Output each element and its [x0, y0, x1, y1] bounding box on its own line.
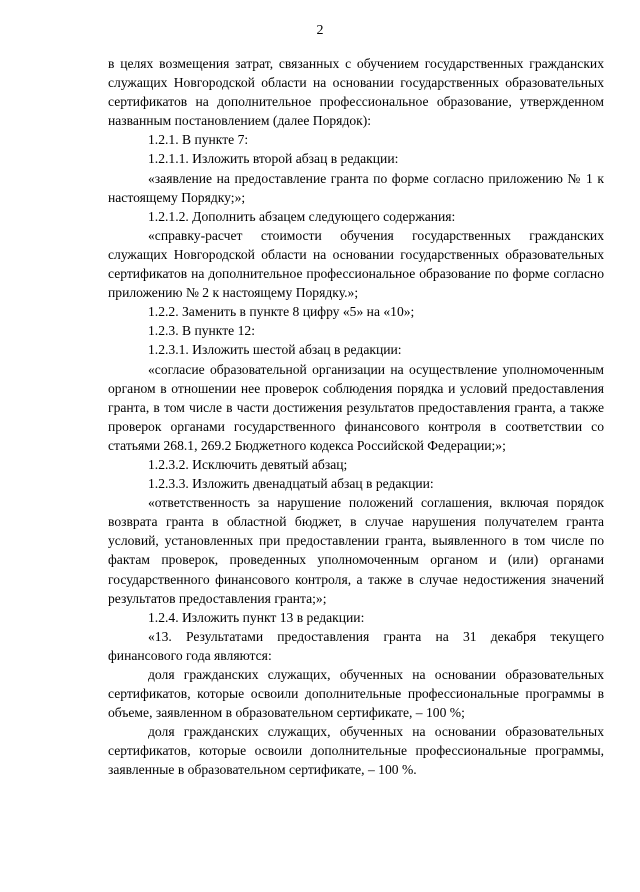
- paragraph-quote-calculation: «справку-расчет стоимости обучения государственных гражданских служащих Новгородской области на основании государственных образовательных сертификатов на дополнительное профессиональное образование по форме согласно приложению № 2 к настоящему Порядку.»;: [108, 227, 604, 301]
- paragraph-1-2-3-2: 1.2.3.2. Исключить девятый абзац;: [148, 456, 348, 472]
- paragraph-1-2-4: 1.2.4. Изложить пункт 13 в редакции:: [148, 609, 365, 625]
- paragraph-1-2-1-2: 1.2.1.2. Дополнить абзацем следующего содержания:: [148, 208, 456, 224]
- paragraph-share-programs: доля гражданских служащих, обученных на основании образовательных сертификатов, которые освоили дополнительные профессиональные программы, заявленные в образовательном сертификате, – 100 %.: [108, 724, 604, 778]
- paragraph-1-2-3-1: 1.2.3.1. Изложить шестой абзац в редакции:: [148, 342, 402, 358]
- paragraph-quote-responsibility: «ответственность за нарушение положений соглашения, включая порядок возврата гранта в областной бюджет, в случае нарушения получателем гранта условий, установленных при предоставлении гранта, выявленного в том числе по фактам проверок, проведенных уполномоченным органом и (или) органами государственного финансового контроля, а также в случае недостижения значений результатов предоставления гранта;»;: [108, 495, 604, 606]
- document-body: [108, 54, 604, 780]
- page-number: 2: [316, 23, 324, 38]
- paragraph-quote-results: «13. Результатами предоставления гранта на 31 декабря текущего финансового года являются:: [108, 628, 604, 663]
- paragraph-intro: в целях возмещения затрат, связанных с обучением государственных гражданских служащих Новгородской области на основании государственных образовательных сертификатов на дополнительное профессиональное образование, утвержденном названным постановлением (далее Порядок):: [108, 56, 604, 129]
- paragraph-1-2-2: 1.2.2. Заменить в пункте 8 цифру «5» на «10»;: [148, 304, 415, 320]
- paragraph-1-2-1: 1.2.1. В пункте 7:: [148, 132, 249, 148]
- paragraph-1-2-3: 1.2.3. В пункте 12:: [148, 323, 255, 339]
- paragraph-quote-application: «заявление на предоставление гранта по форме согласно приложению № 1 к настоящему Порядку;»;: [108, 170, 604, 205]
- paragraph-1-2-3-3: 1.2.3.3. Изложить двенадцатый абзац в редакции:: [148, 476, 434, 492]
- paragraph-quote-consent: «согласие образовательной организации на осуществление уполномоченным органом в отношении нее проверок соблюдения порядка и условий предоставления гранта, в том числе в части достижения результатов предоставления гранта, а также проверок органами государственного финансового контроля в соответствии со статьями 268.1, 269.2 Бюджетного кодекса Российской Федерации;»;: [108, 361, 604, 453]
- paragraph-1-2-1-1: 1.2.1.1. Изложить второй абзац в редакции:: [148, 151, 399, 167]
- paragraph-share-volume: доля гражданских служащих, обученных на основании образовательных сертификатов, которые освоили дополнительные профессиональные программы в объеме, заявленном в образовательном сертификате, – 100 %;: [108, 667, 604, 721]
